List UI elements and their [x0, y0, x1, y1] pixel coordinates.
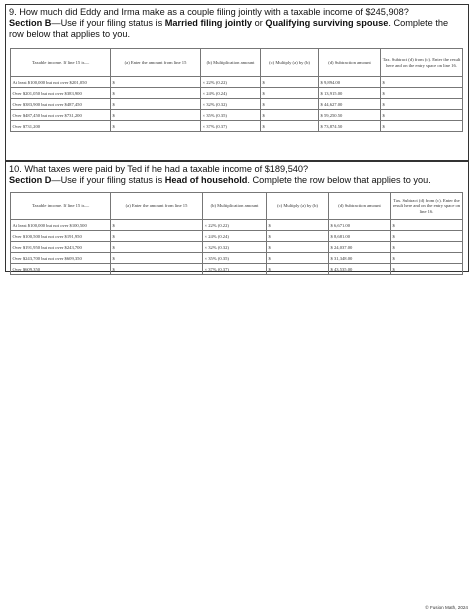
cell-a[interactable]: $: [111, 77, 201, 88]
question-9-box: [5, 4, 469, 161]
cell-c[interactable]: $: [267, 253, 329, 264]
cell-tax[interactable]: $: [391, 242, 463, 253]
cell-c[interactable]: $: [261, 110, 319, 121]
table-row: [11, 220, 463, 231]
table-row: [11, 88, 463, 99]
cell-tax[interactable]: $: [391, 264, 463, 275]
header-column-a: (a) Enter the amount from line 15: [111, 49, 201, 77]
cell-c[interactable]: $: [267, 264, 329, 275]
cell-d: $ 44,627.00: [319, 99, 381, 110]
cell-a[interactable]: $: [111, 231, 203, 242]
cell-tax[interactable]: $: [381, 88, 463, 99]
cell-b: × 24% (0.24): [201, 88, 261, 99]
cell-b: × 24% (0.24): [203, 231, 267, 242]
header-tax: Tax. Subtract (d) from (c). Enter the result here and on the entry space on line 16.: [381, 49, 463, 77]
cell-b: × 37% (0.37): [201, 121, 261, 132]
header-column-d: (d) Subtraction amount: [329, 193, 391, 220]
cell-a[interactable]: $: [111, 110, 201, 121]
cell-a[interactable]: $: [111, 264, 203, 275]
table-row: [11, 99, 463, 110]
cell-a[interactable]: $: [111, 121, 201, 132]
question-9-section-instruction: Section B—Use if your filing status is Married filing jointly or Qualifying surviving spouse. Complete the row below that applies to you.: [9, 18, 449, 39]
cell-b: × 22% (0.22): [203, 220, 267, 231]
table-row: [11, 110, 463, 121]
header-taxable-income: Taxable income. If line 15 is—: [11, 49, 111, 77]
filing-status: Married filing jointly: [164, 18, 253, 28]
question-10-title: 10. What taxes were paid by Ted if he had a taxable income of $189,540?: [9, 164, 309, 174]
cell-b: × 35% (0.35): [201, 110, 261, 121]
cell-b: × 32% (0.32): [201, 99, 261, 110]
cell-income: Over $243,700 but not over $609,350: [11, 253, 111, 264]
cell-d: $ 31,348.00: [329, 253, 391, 264]
cell-a[interactable]: $: [111, 88, 201, 99]
cell-tax[interactable]: $: [391, 231, 463, 242]
cell-tax[interactable]: $: [391, 220, 463, 231]
cell-d: $ 43,535.00: [329, 264, 391, 275]
copyright-footer: © Fusion Math, 2024: [425, 605, 468, 610]
cell-c[interactable]: $: [261, 77, 319, 88]
cell-income: Over $609,350: [11, 264, 111, 275]
cell-tax[interactable]: $: [381, 110, 463, 121]
header-taxable-income: Taxable income. If line 15 is—: [11, 193, 111, 220]
cell-tax[interactable]: $: [381, 121, 463, 132]
cell-d: $ 24,037.00: [329, 242, 391, 253]
section-label: Section B: [9, 18, 52, 28]
question-9-title: 9. How much did Eddy and Irma make as a couple filing jointly with a taxable income of $245,908?: [9, 7, 409, 17]
cell-b: × 32% (0.32): [203, 242, 267, 253]
question-10-box: [5, 161, 469, 272]
cell-c[interactable]: $: [261, 88, 319, 99]
header-column-a: (a) Enter the amount from line 15: [111, 193, 203, 220]
cell-income: At least $100,000 but not over $201,050: [11, 77, 111, 88]
cell-b: × 35% (0.35): [203, 253, 267, 264]
table-row: [11, 253, 463, 264]
cell-income: Over $731,200: [11, 121, 111, 132]
filing-status: Head of household: [164, 175, 248, 185]
header-tax: Tax. Subtract (d) from (c). Enter the result here and on the entry space on line 16.: [391, 193, 463, 220]
cell-c[interactable]: $: [261, 99, 319, 110]
cell-b: × 37% (0.37): [203, 264, 267, 275]
section-label: Section D: [9, 175, 52, 185]
table-row: [11, 264, 463, 275]
header-column-c: (c) Multiply (a) by (b): [261, 49, 319, 77]
cell-a[interactable]: $: [111, 253, 203, 264]
cell-income: At least $100,000 but not over $100,500: [11, 220, 111, 231]
header-column-b: (b) Multiplication amount: [203, 193, 267, 220]
header-column-d: (d) Subtraction amount: [319, 49, 381, 77]
cell-d: $ 9,894.00: [319, 77, 381, 88]
table-row: [11, 242, 463, 253]
cell-d: $ 73,874.50: [319, 121, 381, 132]
cell-a[interactable]: $: [111, 220, 203, 231]
cell-a[interactable]: $: [111, 242, 203, 253]
cell-d: $ 8,681.00: [329, 231, 391, 242]
table-row: [11, 121, 463, 132]
cell-c[interactable]: $: [267, 242, 329, 253]
cell-income: Over $487,450 but not over $731,200: [11, 110, 111, 121]
tax-table-section-b: [10, 48, 463, 132]
question-10-section-instruction: Section D—Use if your filing status is Head of household. Complete the row below that applies to you.: [9, 175, 431, 185]
cell-income: Over $100,500 but not over $191,950: [11, 231, 111, 242]
cell-income: Over $201,050 but not over $383,900: [11, 88, 111, 99]
cell-income: Over $383,900 but not over $487,450: [11, 99, 111, 110]
cell-tax[interactable]: $: [391, 253, 463, 264]
cell-c[interactable]: $: [267, 231, 329, 242]
cell-d: $ 13,915.00: [319, 88, 381, 99]
cell-tax[interactable]: $: [381, 77, 463, 88]
header-column-b: (b) Multiplication amount: [201, 49, 261, 77]
header-column-c: (c) Multiply (a) by (b): [267, 193, 329, 220]
cell-c[interactable]: $: [267, 220, 329, 231]
cell-d: $ 59,250.50: [319, 110, 381, 121]
cell-b: × 22% (0.22): [201, 77, 261, 88]
cell-d: $ 6,671.00: [329, 220, 391, 231]
filing-status-2: Qualifying surviving spouse: [265, 18, 389, 28]
cell-a[interactable]: $: [111, 99, 201, 110]
table-row: [11, 77, 463, 88]
table-row: [11, 231, 463, 242]
tax-table-section-d: [10, 192, 463, 275]
cell-tax[interactable]: $: [381, 99, 463, 110]
cell-income: Over $191,950 but not over $243,700: [11, 242, 111, 253]
cell-c[interactable]: $: [261, 121, 319, 132]
